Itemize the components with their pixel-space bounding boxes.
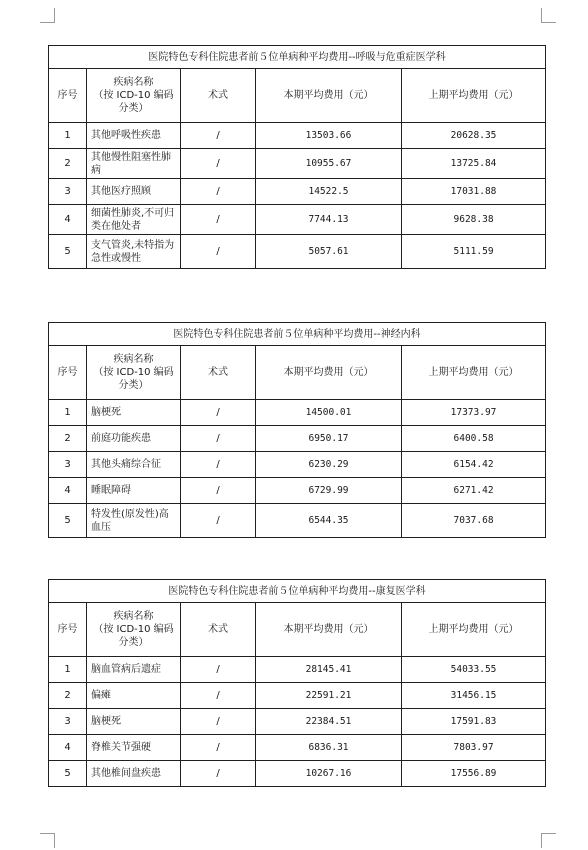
header-previous-cost: 上期平均费用（元） [402, 346, 546, 400]
row-current-cost: 22591.21 [256, 683, 402, 709]
table-title-row [49, 46, 546, 69]
row-previous-cost: 17556.89 [402, 761, 546, 787]
row-disease: 睡眠障碍 [87, 478, 181, 504]
row-procedure: / [181, 426, 256, 452]
row-index: 2 [49, 149, 87, 179]
table-respiratory [48, 45, 546, 269]
table-title-row [49, 580, 546, 603]
row-disease: 支气管炎,未特指为急性或慢性 [87, 235, 181, 269]
row-current-cost: 6836.31 [256, 735, 402, 761]
row-current-cost: 14500.01 [256, 400, 402, 426]
row-current-cost: 10267.16 [256, 761, 402, 787]
table-title-row [49, 323, 546, 346]
table-row [49, 149, 546, 179]
row-previous-cost: 20628.35 [402, 123, 546, 149]
row-procedure: / [181, 735, 256, 761]
row-previous-cost: 17031.88 [402, 179, 546, 205]
row-current-cost: 5057.61 [256, 235, 402, 269]
table-row [49, 179, 546, 205]
header-index: 序号 [49, 69, 87, 123]
row-current-cost: 28145.41 [256, 657, 402, 683]
table-row [49, 123, 546, 149]
crop-mark-bottom-left [40, 833, 55, 848]
row-previous-cost: 13725.84 [402, 149, 546, 179]
row-previous-cost: 17591.83 [402, 709, 546, 735]
row-procedure: / [181, 478, 256, 504]
row-current-cost: 13503.66 [256, 123, 402, 149]
table-rehabilitation [48, 579, 546, 787]
row-index: 4 [49, 205, 87, 235]
table-row [49, 426, 546, 452]
header-disease-name: 疾病名称 （按 ICD-10 编码分类） [87, 603, 181, 657]
row-previous-cost: 5111.59 [402, 235, 546, 269]
row-index: 5 [49, 235, 87, 269]
row-previous-cost: 6154.42 [402, 452, 546, 478]
header-procedure: 术式 [181, 69, 256, 123]
row-index: 5 [49, 504, 87, 538]
row-disease: 前庭功能疾患 [87, 426, 181, 452]
row-disease: 脊椎关节强硬 [87, 735, 181, 761]
table-title: 医院特色专科住院患者前５位单病种平均费用--呼吸与危重症医学科 [49, 46, 546, 69]
row-index: 3 [49, 452, 87, 478]
header-procedure: 术式 [181, 346, 256, 400]
header-current-cost: 本期平均费用（元） [256, 346, 402, 400]
row-index: 4 [49, 735, 87, 761]
row-disease: 脑血管病后遗症 [87, 657, 181, 683]
row-current-cost: 10955.67 [256, 149, 402, 179]
row-disease: 其他椎间盘疾患 [87, 761, 181, 787]
header-index: 序号 [49, 346, 87, 400]
table-neurology [48, 322, 546, 538]
header-previous-cost: 上期平均费用（元） [402, 603, 546, 657]
row-disease: 其他医疗照顾 [87, 179, 181, 205]
header-current-cost: 本期平均费用（元） [256, 603, 402, 657]
row-procedure: / [181, 179, 256, 205]
table-row [49, 735, 546, 761]
table-row [49, 683, 546, 709]
row-procedure: / [181, 235, 256, 269]
row-procedure: / [181, 504, 256, 538]
row-disease: 脑梗死 [87, 709, 181, 735]
table-title: 医院特色专科住院患者前５位单病种平均费用--康复医学科 [49, 580, 546, 603]
row-index: 2 [49, 683, 87, 709]
crop-mark-bottom-right [541, 833, 556, 848]
row-current-cost: 6950.17 [256, 426, 402, 452]
row-procedure: / [181, 709, 256, 735]
crop-mark-top-right [541, 8, 556, 23]
row-disease: 细菌性肺炎,不可归类在他处者 [87, 205, 181, 235]
row-current-cost: 6544.35 [256, 504, 402, 538]
row-previous-cost: 17373.97 [402, 400, 546, 426]
row-procedure: / [181, 149, 256, 179]
header-procedure: 术式 [181, 603, 256, 657]
row-procedure: / [181, 123, 256, 149]
row-disease: 其他头痛综合征 [87, 452, 181, 478]
row-previous-cost: 31456.15 [402, 683, 546, 709]
row-current-cost: 14522.5 [256, 179, 402, 205]
row-current-cost: 6230.29 [256, 452, 402, 478]
row-disease: 脑梗死 [87, 400, 181, 426]
row-previous-cost: 7803.97 [402, 735, 546, 761]
row-previous-cost: 7037.68 [402, 504, 546, 538]
table-title: 医院特色专科住院患者前５位单病种平均费用--神经内科 [49, 323, 546, 346]
header-index: 序号 [49, 603, 87, 657]
table-row [49, 235, 546, 269]
row-index: 5 [49, 761, 87, 787]
row-current-cost: 22384.51 [256, 709, 402, 735]
row-current-cost: 6729.99 [256, 478, 402, 504]
table-row [49, 205, 546, 235]
row-index: 4 [49, 478, 87, 504]
row-procedure: / [181, 657, 256, 683]
table-row [49, 761, 546, 787]
table-row [49, 452, 546, 478]
row-current-cost: 7744.13 [256, 205, 402, 235]
table-row [49, 400, 546, 426]
row-index: 1 [49, 123, 87, 149]
row-previous-cost: 54033.55 [402, 657, 546, 683]
row-index: 3 [49, 709, 87, 735]
row-procedure: / [181, 452, 256, 478]
row-index: 2 [49, 426, 87, 452]
row-index: 1 [49, 657, 87, 683]
table-row [49, 709, 546, 735]
table-row [49, 657, 546, 683]
row-procedure: / [181, 761, 256, 787]
header-previous-cost: 上期平均费用（元） [402, 69, 546, 123]
header-row [49, 603, 546, 657]
row-disease: 偏瘫 [87, 683, 181, 709]
header-row [49, 346, 546, 400]
row-disease: 其他慢性阻塞性肺病 [87, 149, 181, 179]
row-procedure: / [181, 205, 256, 235]
header-disease-name: 疾病名称 （按 ICD-10 编码分类） [87, 346, 181, 400]
row-procedure: / [181, 400, 256, 426]
row-procedure: / [181, 683, 256, 709]
row-previous-cost: 6271.42 [402, 478, 546, 504]
row-previous-cost: 9628.38 [402, 205, 546, 235]
row-index: 3 [49, 179, 87, 205]
header-row [49, 69, 546, 123]
row-index: 1 [49, 400, 87, 426]
table-row [49, 504, 546, 538]
crop-mark-top-left [40, 8, 55, 23]
row-previous-cost: 6400.58 [402, 426, 546, 452]
header-disease-name: 疾病名称 （按 ICD-10 编码分类） [87, 69, 181, 123]
header-current-cost: 本期平均费用（元） [256, 69, 402, 123]
row-disease: 特发性(原发性)高血压 [87, 504, 181, 538]
table-row [49, 478, 546, 504]
row-disease: 其他呼吸性疾患 [87, 123, 181, 149]
